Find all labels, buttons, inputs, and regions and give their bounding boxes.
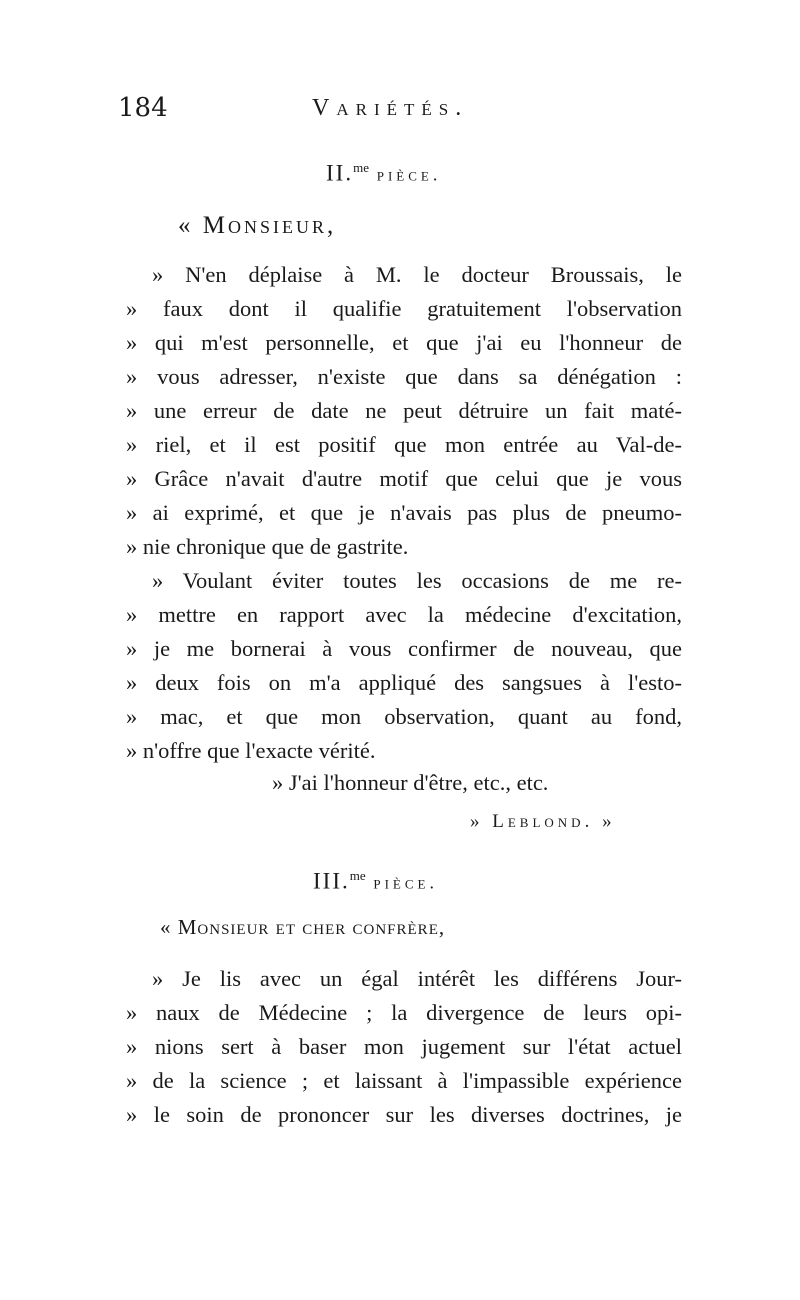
piece-2-line: » n'offre que l'exacte vérité.: [126, 738, 376, 763]
piece-2-closing: » J'ai l'honneur d'être, etc., etc.: [272, 770, 549, 795]
piece-3-line: » nions sert à baser mon jugement sur l'état actuel: [126, 1034, 682, 1059]
piece-3-line: » le soin de prononcer sur les diverses doctrines, je: [126, 1102, 682, 1127]
piece-2-signature: » Leblond. »: [470, 811, 616, 832]
piece-2-word: pièce.: [376, 164, 442, 185]
piece-2-line: » riel, et il est positif que mon entrée au Val-de-: [126, 432, 682, 457]
piece-2-salutation: « Monsieur,: [178, 212, 337, 239]
piece-3-word: pièce.: [373, 872, 438, 893]
piece-2-line: » mettre en rapport avec la médecine d'excitation,: [126, 602, 682, 627]
piece-2-sup: me: [353, 160, 369, 175]
piece-2-line: » Grâce n'avait d'autre motif que celui que je vous: [126, 466, 682, 491]
piece-2-line: » mac, et que mon observation, quant au fond,: [126, 704, 682, 729]
piece-3-line: » Je lis avec un égal intérêt les différens Jour-: [152, 966, 682, 991]
piece-2-line: » N'en déplaise à M. le docteur Broussais, le: [152, 262, 682, 287]
piece-3-line: » naux de Médecine ; la divergence de leurs opi-: [126, 1000, 682, 1025]
piece-2-line: » faux dont il qualifie gratuitement l'observation: [126, 296, 682, 321]
piece-2-line: » qui m'est personnelle, et que j'ai eu l'honneur de: [126, 330, 682, 355]
piece-3-numeral: III.: [313, 868, 350, 894]
piece-3-salutation: « Monsieur et cher confrère,: [160, 915, 446, 939]
piece-2-line: » vous adresser, n'existe que dans sa dénégation :: [126, 364, 682, 389]
piece-2-heading: [326, 160, 441, 187]
piece-3-heading: [313, 868, 438, 895]
piece-2-line: » ai exprimé, et que je n'avais pas plus de pneumo-: [126, 500, 682, 525]
piece-2-line: » nie chronique que de gastrite.: [126, 534, 409, 559]
piece-3-sup: me: [349, 868, 366, 883]
running-title: Variétés.: [312, 95, 469, 121]
piece-2-line: » je me bornerai à vous confirmer de nouveau, que: [126, 636, 682, 661]
piece-2-line: » Voulant éviter toutes les occasions de me re-: [152, 568, 682, 593]
piece-2-numeral: II.: [326, 160, 354, 186]
piece-2-line: » une erreur de date ne peut détruire un fait maté-: [126, 398, 682, 423]
page-number: 184: [118, 93, 168, 123]
piece-3-line: » de la science ; et laissant à l'impassible expérience: [126, 1068, 682, 1093]
piece-2-line: » deux fois on m'a appliqué des sangsues à l'esto-: [126, 670, 682, 695]
